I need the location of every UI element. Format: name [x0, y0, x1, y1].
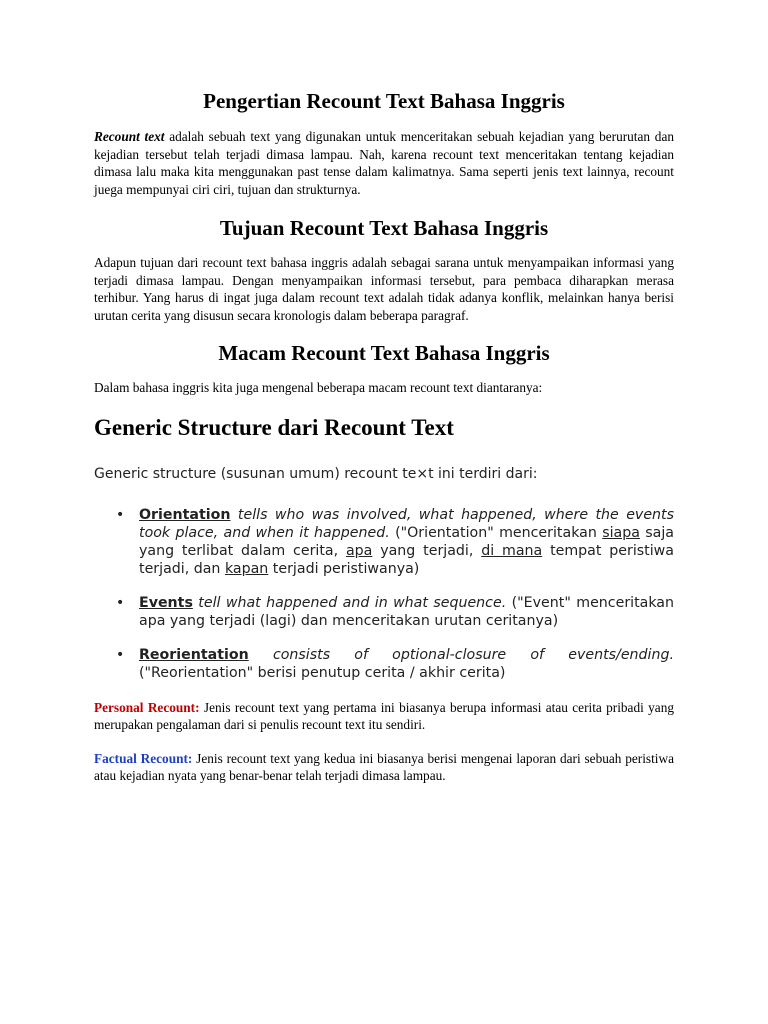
paragraph-macam: Dalam bahasa inggris kita juga mengenal beberapa macam recount text diantaranya:: [94, 380, 543, 395]
bullet-icon: •: [116, 646, 125, 663]
generic-intro: Generic structure (susunan umum) recount te×t ini terdiri dari:: [94, 465, 538, 482]
paragraph-pengertian: [94, 128, 674, 198]
heading-tujuan: Tujuan Recount Text Bahasa Inggris: [219, 216, 549, 240]
paragraph-factual-recount: [94, 750, 674, 785]
term-reorientation: Reorientation: [139, 646, 249, 663]
label-factual-recount: Factual Recount:: [94, 750, 193, 766]
reorientation-rest: ("Reorientation" berisi penutup cerita / akhir cerita): [139, 664, 506, 681]
list-item-orientation: [94, 506, 674, 578]
document-page: [94, 88, 674, 785]
bullet-icon: •: [116, 594, 125, 611]
underline-apa: apa: [345, 542, 373, 559]
pengertian-text: adalah sebuah text yang digunakan untuk menceritakan sebuah kejadian yang berurutan dan kejadian tersebut telah terjadi dimasa lampau. Nah, karena recount text menceritakan tentang kejadian dimasa lalu maka kita menggunakan past tense dalam kalimatnya. Sama seperti jenis text lainnya, recount juega mempunyai ciri ciri, tujuan dan strukturnya.: [94, 129, 674, 197]
orientation-text-3: yang terjadi,: [372, 542, 482, 559]
underline-di-mana: di mana: [481, 542, 543, 559]
orientation-text-2: saja yang terlibat dalam cerita,: [139, 524, 675, 559]
term-events: Events: [139, 594, 193, 611]
reorientation-desc: consists of optional-closure of events/ending.: [248, 646, 674, 663]
heading-generic-structure: Generic Structure dari Recount Text: [94, 414, 454, 440]
label-personal-recount: Personal Recount:: [94, 699, 200, 715]
paragraph-personal-recount: [94, 699, 674, 734]
events-desc: tell what happened and in what sequence.: [192, 594, 507, 611]
heading-pengertian: Pengertian Recount Text Bahasa Inggris: [203, 89, 565, 113]
list-item-events: [94, 594, 674, 630]
term-orientation: Orientation: [139, 506, 231, 523]
underline-siapa: siapa: [602, 524, 640, 541]
personal-recount-text: Jenis recount text yang pertama ini biasanya berupa informasi atau cerita pribadi yang merupakan pengalaman dari si penulis recount text itu sendiri.: [94, 699, 674, 732]
orientation-text-4: tempat peristiwa terjadi, dan: [139, 542, 674, 577]
heading-macam: Macam Recount Text Bahasa Inggris: [218, 341, 550, 365]
list-item-reorientation: [94, 646, 674, 682]
paragraph-tujuan: Adapun tujuan dari recount text bahasa inggris adalah sebagai sarana untuk menyampaikan informasi yang terjadi dimasa lampau. Dengan menyampaikan informasi tersebut, para pembaca diharapkan merasa terhibur. Yang harus di ingat juga dalam recount text adalah tidak adanya konflik, melainkan hanya berisi urutan cerita yang disusun secara kronologis dalam beberapa paragraf.: [94, 255, 674, 323]
lead-recount-text: Recount text: [94, 129, 165, 144]
underline-kapan: kapan: [224, 560, 269, 577]
factual-recount-text: Jenis recount text yang kedua ini biasanya berisi mengenai laporan dari sebuah peristiwa atau kejadian nyata yang benar-benar telah terjadi dimasa lampau.: [94, 750, 674, 783]
bullet-icon: •: [116, 506, 125, 523]
orientation-desc: tells who was involved, what happened, where the events took place, and when it happened.: [139, 506, 674, 541]
generic-structure-list: [94, 506, 674, 682]
orientation-text-5: terjadi peristiwanya): [268, 560, 420, 577]
events-rest: ("Event" menceritakan apa yang terjadi (lagi) dan menceritakan urutan ceritanya): [139, 594, 674, 629]
orientation-text-1: ("Orientation" menceritakan: [389, 524, 603, 541]
